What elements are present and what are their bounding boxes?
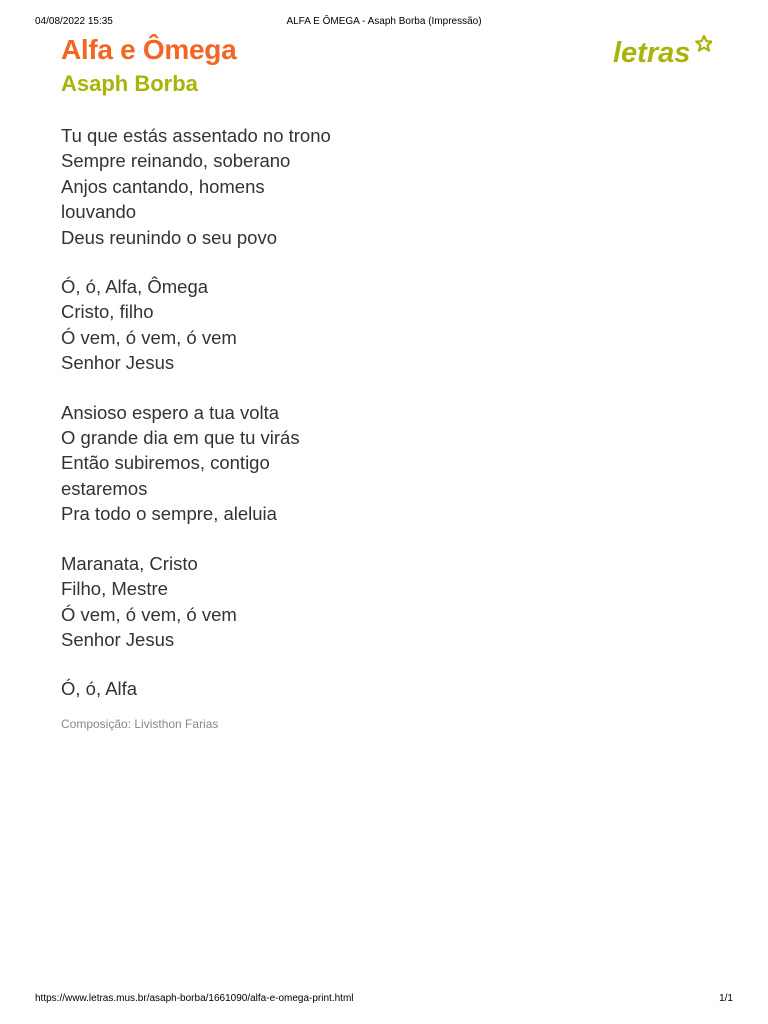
lyrics-line: Ó, ó, Alfa	[61, 678, 138, 700]
lyrics-line: estaremos	[61, 477, 148, 499]
lyrics-line: Ansioso espero a tua volta	[61, 401, 280, 423]
lyrics-line: Senhor Jesus	[61, 628, 175, 650]
song-title: Alfa e Ômega	[61, 34, 237, 65]
lyrics-stanza	[61, 123, 381, 250]
logo-wordmark: letras	[613, 37, 691, 69]
lyrics-line: Tu que estás assentado no trono	[61, 125, 331, 146]
lyrics-stanza	[61, 551, 381, 653]
artist-name: Asaph Borba	[61, 71, 198, 96]
print-date: 04/08/2022 15:35	[35, 16, 113, 27]
lyrics-line: Senhor Jesus	[61, 352, 175, 374]
composer-credit: Composição: Livisthon Farias	[61, 717, 219, 731]
lyrics-stanza	[61, 400, 381, 527]
print-document-title: ALFA E ÔMEGA - Asaph Borba (Impressão)	[286, 16, 482, 27]
lyrics-line: Pra todo o sempre, aleluia	[61, 503, 277, 525]
lyrics-line: Cristo, filho	[61, 301, 154, 323]
lyrics-line: O grande dia em que tu virás	[61, 427, 300, 449]
print-header	[35, 16, 733, 30]
lyrics-line: Então subiremos, contigo	[61, 452, 270, 474]
lyrics-stanza	[61, 274, 381, 376]
page-url: https://www.letras.mus.br/asaph-borba/1661090/alfa-e-omega-print.html	[35, 993, 354, 1004]
lyrics-line: Ó vem, ó vem, ó vem	[61, 603, 237, 625]
lyrics-line: Maranata, Cristo	[61, 552, 198, 574]
lyrics-line: Deus reunindo o seu povo	[61, 226, 277, 248]
lyrics	[61, 123, 381, 726]
lyrics-line: Ó, ó, Alfa, Ômega	[61, 276, 209, 298]
lyrics-line: Anjos cantando, homens	[61, 175, 265, 197]
lyrics-line: Filho, Mestre	[61, 578, 168, 600]
star-icon	[696, 36, 712, 51]
lyrics-stanza	[61, 676, 381, 701]
letras-logo	[612, 32, 712, 72]
lyrics-line: Sempre reinando, soberano	[61, 150, 291, 172]
lyrics-line: louvando	[61, 201, 137, 223]
lyrics-line: Ó vem, ó vem, ó vem	[61, 326, 237, 348]
page-count: 1/1	[719, 993, 733, 1004]
